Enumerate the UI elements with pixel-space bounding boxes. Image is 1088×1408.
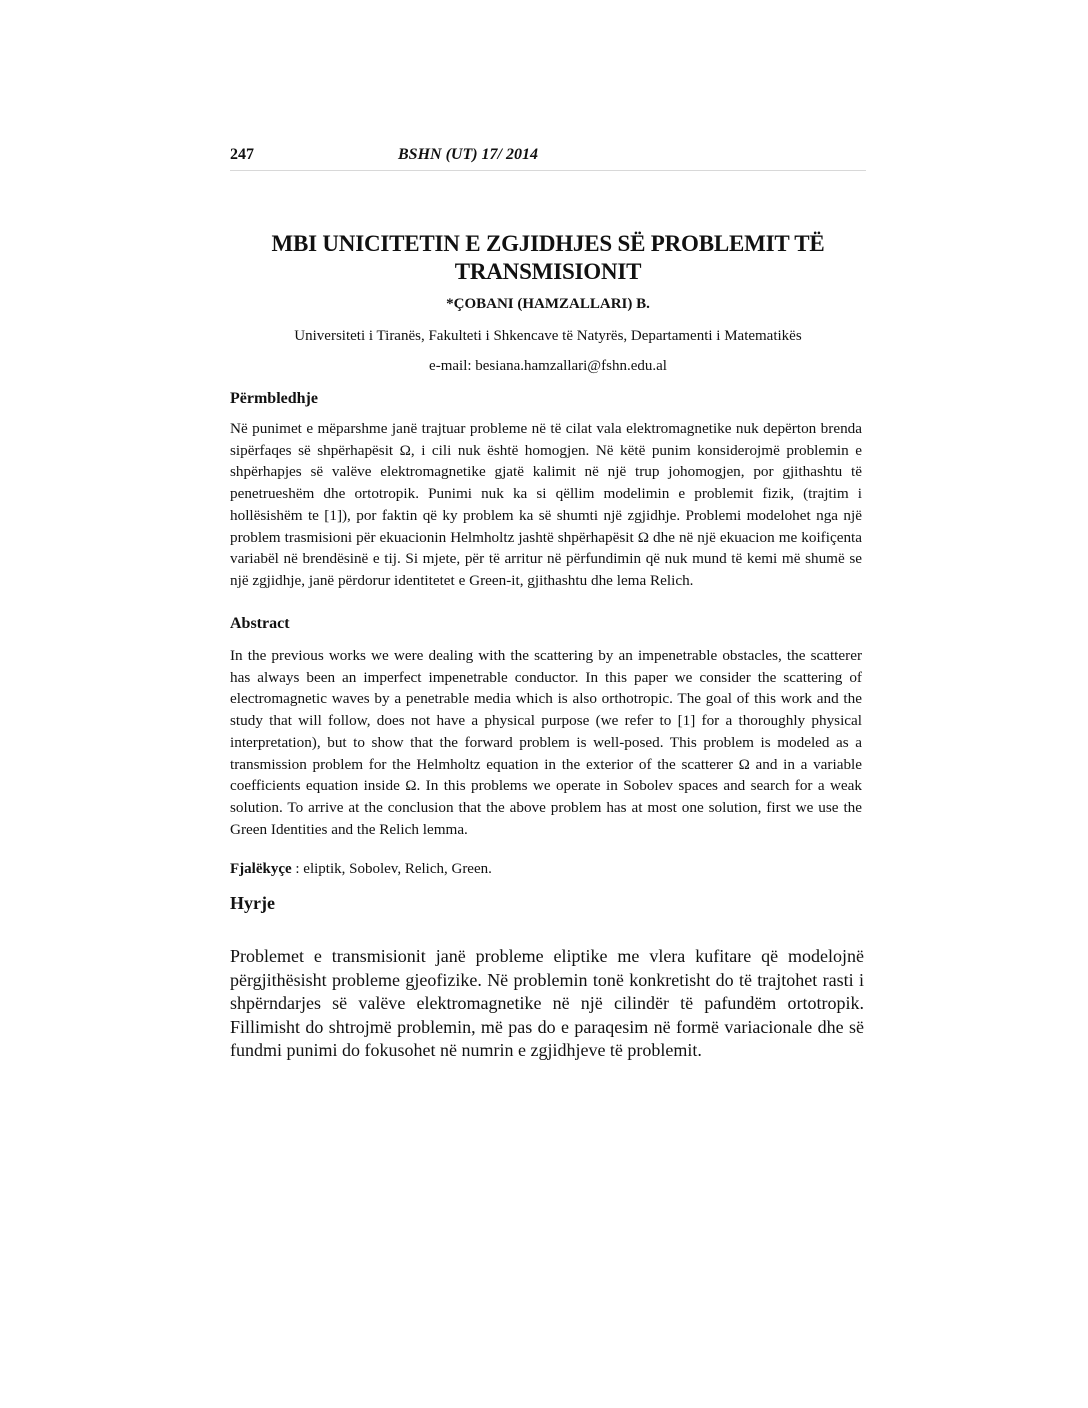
permbledhje-heading: Përmbledhje	[230, 390, 318, 407]
hyrje-text: Problemet e transmisionit janë probleme eliptike me vlera kufitare që modelojnë përgjithësisht probleme gjeofizike. Në problemin tonë konkretisht do të trajtohet rasti i shpërndarjes së valëve elektromagnetike në një cilindër të pafundëm ortotropik. Fillimisht do shtrojmë problemin, më pas do e paraqesim në formë variacionale dhe së fundmi punimi do fokusohet në numrin e zgjidhjeve të problemit.	[230, 946, 864, 1060]
header-divider	[230, 170, 866, 171]
keywords-label: Fjalëkyçe	[230, 861, 292, 877]
journal-name: BSHN (UT) 17/ 2014	[398, 146, 538, 163]
abstract-heading: Abstract	[230, 615, 290, 632]
abstract-text: In the previous works we were dealing with the scattering by an impenetrable obstacles, the scatterer has always been an imperfect impenetrable conductor. In this paper we consider the scattering of electromagnetic waves by a penetrable media which is also orthotropic. The goal of this work and the study that will follow, does not have a physical purpose (we refer to [1] for a thoroughly physical interpretation), but to show that the forward problem is well-posed. This problem is modeled as a transmission problem for the Helmholtz equation in the exterior of the scatterer Ω and in a variable coefficients equation inside Ω. In this problems we operate in Sobolev spaces and search for a weak solution. To arrive at the conclusion that the above problem has at most one solution, first we use the Green Identities and the Relich lemma.	[230, 647, 862, 838]
paper-title: MBI UNICITETIN E ZGJIDHJES SË PROBLEMIT TË TRANSMISIONIT	[271, 231, 825, 284]
page-number: 247	[230, 146, 254, 163]
author-name: *ÇOBANI (HAMZALLARI) B.	[446, 296, 650, 312]
author-affiliation: Universiteti i Tiranës, Fakulteti i Shkencave të Natyrës, Departamenti i Matematikës	[294, 328, 802, 344]
keywords-text: : eliptik, Sobolev, Relich, Green.	[291, 861, 492, 877]
author-email: e-mail: besiana.hamzallari@fshn.edu.al	[429, 358, 667, 374]
running-header	[230, 146, 866, 168]
keywords-line	[230, 861, 492, 878]
hyrje-heading: Hyrje	[230, 893, 275, 913]
permbledhje-text: Në punimet e mëparshme janë trajtuar probleme në të cilat vala elektromagnetike nuk depërton brenda sipërfaqes së shpërhapësit Ω, i cili nuk është homogjen. Në këtë punim konsiderojmë problemin e shpërhapjes së valëve elektromagnetike gjatë kalimit në një trup johomogjen, por gjithashtu të penetrueshëm dhe ortotropik. Punimi nuk ka si qëllim modelimin e problemit fizik, (trajtim i hollësishëm te [1]), por faktin që ky problem ka së shumti një zgjidhje. Problemi modelohet nga një problem trasmisioni për ekuacionin Helmholtz jashtë shpërhapësit Ω dhe në një ekuacion me koifiçenta variabël në brendësinë e tij. Si mjete, për të arritur në përfundimin që nuk mund të kemi më shumë se një zgjidhje, janë përdorur identitetet e Green-it, gjithashtu dhe lema Relich.	[230, 420, 862, 589]
